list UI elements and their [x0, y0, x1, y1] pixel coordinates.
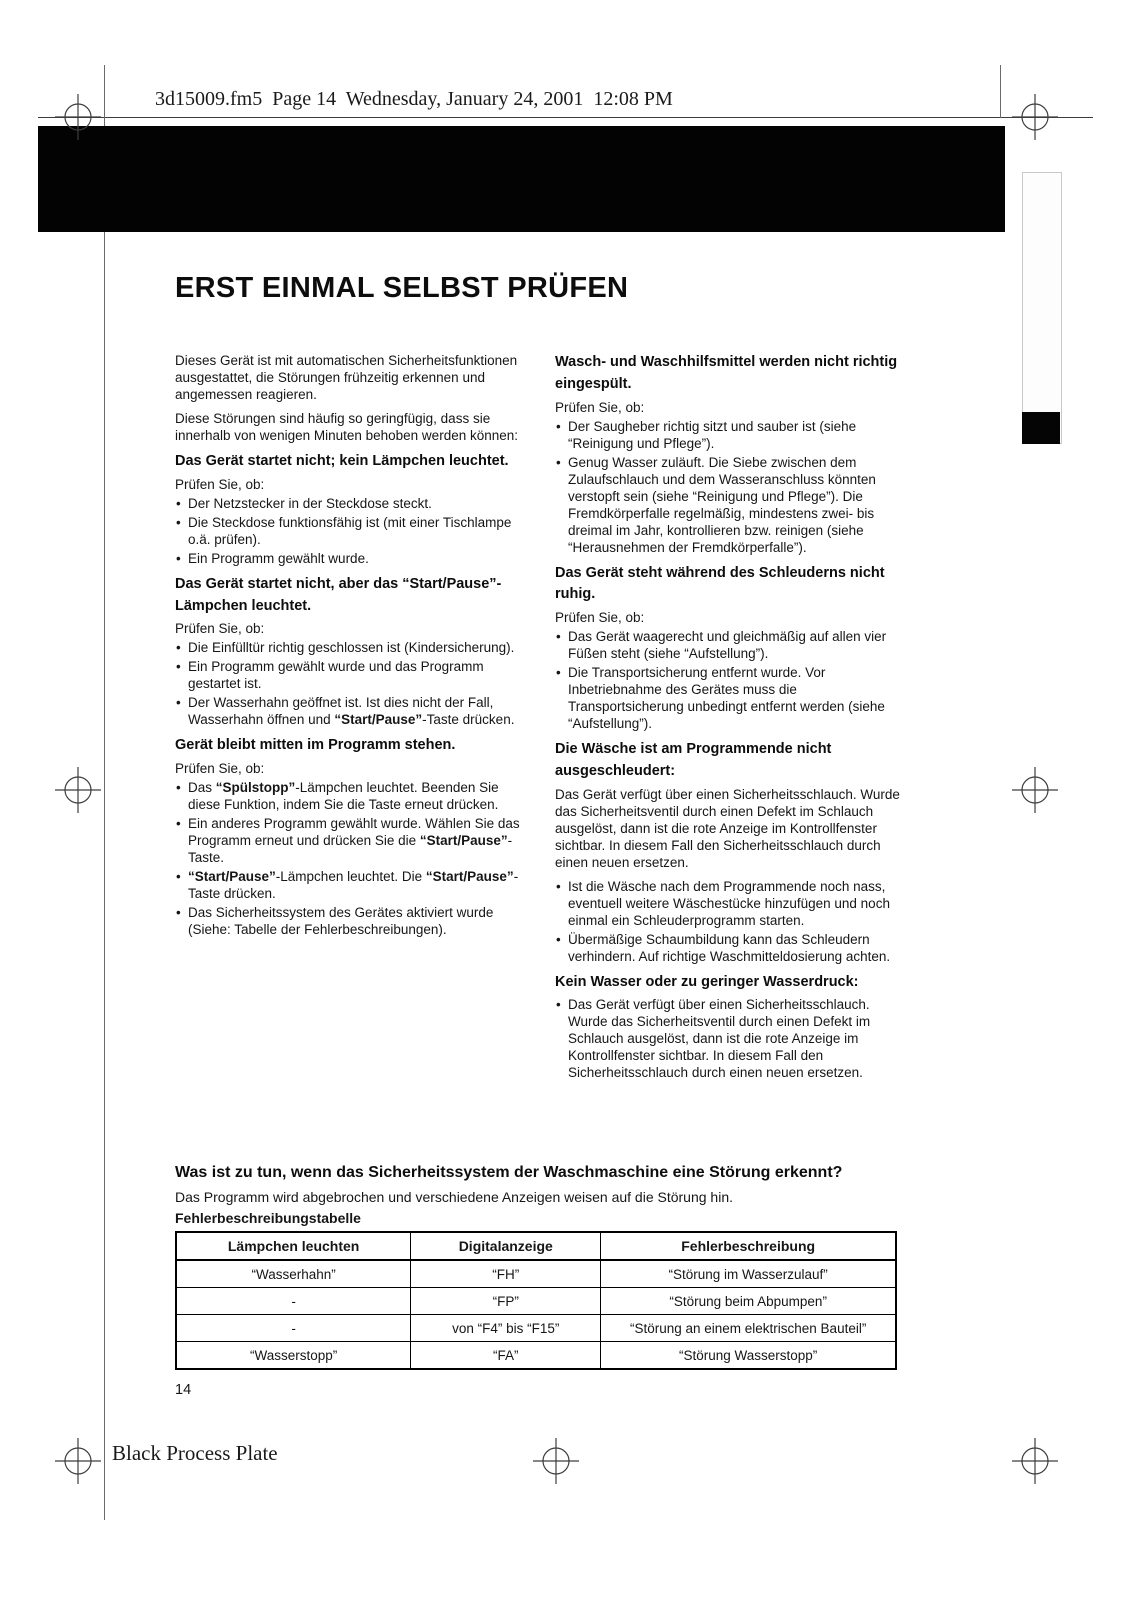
- section-heading: Das Gerät startet nicht; kein Lämpchen leuchtet.: [175, 453, 509, 469]
- right-margin-line: [1000, 65, 1001, 118]
- section-heading: Die Wäsche ist am Programmende nicht ausgeschleudert:: [555, 741, 832, 779]
- bullet-item: • Der Netzstecker in der Steckdose steckt.: [175, 495, 520, 512]
- section-paragraph: Das Gerät verfügt über einen Sicherheitsschlauch. Wurde das Sicherheitsventil durch einen Defekt im Schlauch ausgelöst, dann ist die rote Anzeige im Kontrollfenster sichtbar. In diesem Fall den Sicherheitsschlauch durch einen neuen ersetzen.: [555, 786, 900, 870]
- bullet-list: [555, 878, 907, 965]
- error-system-heading: Was ist zu tun, wenn das Sicherheitssystem der Waschmaschine eine Störung erkennt?: [175, 1164, 843, 1181]
- column-header: Lämpchen leuchten: [176, 1232, 411, 1260]
- plate-label: Black Process Plate: [112, 1441, 278, 1465]
- section-heading: Das Gerät steht während des Schleuderns nicht ruhig.: [555, 564, 885, 603]
- error-system-block: [175, 1164, 897, 1370]
- lead-text: Prüfen Sie, ob:: [555, 610, 645, 625]
- table-row: [176, 1315, 896, 1342]
- table-cell: “FA”: [411, 1342, 601, 1370]
- bullet-list: [175, 639, 520, 728]
- intro-paragraph: Dieses Gerät ist mit automatischen Sicherheitsfunktionen ausgestattet, die Störungen frühzeitig erkennen und angemessen reagieren.: [175, 353, 518, 402]
- bullet-item: • Ist die Wäsche nach dem Programmende noch nass, eventuell weitere Wäschestücke hinzufügen und noch einmal ein Schleuderprogramm starten.: [555, 878, 907, 929]
- table-cell: “Störung Wasserstopp”: [601, 1342, 896, 1370]
- error-description-table: [175, 1231, 897, 1370]
- bullet-item: • Das Sicherheitssystem des Gerätes aktiviert wurde (Siehe: Tabelle der Fehlerbeschreibungen).: [175, 904, 520, 938]
- bullet-item: • Ein anderes Programm gewählt wurde. Wählen Sie das Programm erneut und drücken Sie die “Start/Pause”-Taste.: [175, 815, 520, 866]
- section-no-water: [555, 972, 907, 1082]
- table-cell: “FP”: [411, 1288, 601, 1315]
- section-heading: Das Gerät startet nicht, aber das “Start/Pause”-Lämpchen leuchtet.: [175, 575, 502, 614]
- lead-text: Prüfen Sie, ob:: [175, 761, 265, 776]
- bullet-list: [555, 418, 907, 556]
- section-unsteady-spin: [555, 563, 907, 733]
- section-not-spun-dry: [555, 739, 907, 965]
- registration-mark-icon: [1012, 1438, 1058, 1484]
- top-banner: [38, 126, 1005, 232]
- bullet-list: [555, 996, 907, 1081]
- section-heading: Gerät bleibt mitten im Programm stehen.: [175, 737, 456, 754]
- table-row: [176, 1260, 896, 1288]
- section-detergent-not-flushed: [555, 352, 907, 556]
- column-header: Fehlerbeschreibung: [601, 1232, 896, 1260]
- table-cell: “Störung im Wasserzulauf”: [601, 1260, 896, 1288]
- bullet-item: • Der Saugheber richtig sitzt und sauber ist (siehe “Reinigung und Pflege”).: [555, 418, 907, 452]
- section-heading: Wasch- und Waschhilfsmittel werden nicht richtig eingespült.: [555, 354, 898, 392]
- bullet-item: • Genug Wasser zuläuft. Die Siebe zwischen dem Zulaufschlauch und dem Wasseranschluss könnten verstopft sein (siehe “Reinigung und Pflege”). Die Fremdkörperfalle regelmäßig, mindestens zwei- bis dreimal im Jahr, kontrollieren bzw. reinigen (siehe “Herausnehmen der Fremdkörperfalle”).: [555, 454, 907, 556]
- lead-text: Prüfen Sie, ob:: [555, 399, 645, 415]
- lead-text: Prüfen Sie, ob:: [175, 621, 265, 637]
- bullet-item: • Das “Spülstopp”-Lämpchen leuchtet. Beenden Sie diese Funktion, indem Sie die Taste erneut drücken.: [175, 779, 520, 813]
- bullet-item: • “Start/Pause”-Lämpchen leuchtet. Die “Start/Pause”-Taste drücken.: [175, 868, 520, 902]
- bullet-list: [175, 779, 520, 938]
- registration-mark-icon: [533, 1438, 579, 1484]
- bullet-item: • Die Transportsicherung entfernt wurde. Vor Inbetriebnahme des Gerätes muss die Transportsicherung unbedingt entfernt werden (siehe “Aufstellung”).: [555, 664, 907, 732]
- table-row: [176, 1288, 896, 1315]
- bullet-item: • Die Einfülltür richtig geschlossen ist (Kindersicherung).: [175, 639, 520, 656]
- bullet-list: [175, 495, 520, 567]
- lead-text: Prüfen Sie, ob:: [175, 476, 265, 492]
- bullet-item: • Die Steckdose funktionsfähig ist (mit einer Tischlampe o.ä. prüfen).: [175, 514, 520, 548]
- registration-mark-icon: [55, 767, 101, 813]
- table-header-row: [176, 1232, 896, 1260]
- table-cell: -: [176, 1315, 411, 1342]
- print-header: 3d15009.fm5 Page 14 Wednesday, January 24, 2001 12:08 PM: [155, 88, 673, 110]
- side-tab-marker: [1022, 412, 1060, 444]
- header-rule: [38, 117, 1093, 118]
- side-index-tab: [1022, 172, 1062, 444]
- section-no-start-no-lamp: [175, 451, 520, 567]
- table-cell: -: [176, 1288, 411, 1315]
- page-number: 14: [175, 1382, 192, 1398]
- table-cell: “Wasserstopp”: [176, 1342, 411, 1370]
- error-table-label: Fehlerbeschreibungstabelle: [175, 1210, 361, 1226]
- left-margin-line: [104, 65, 105, 1520]
- table-cell: “Störung beim Abpumpen”: [601, 1288, 896, 1315]
- bullet-item: • Das Gerät waagerecht und gleichmäßig auf allen vier Füßen steht (siehe “Aufstellung”).: [555, 628, 907, 662]
- intro-paragraph: Diese Störungen sind häufig so geringfügig, dass sie innerhalb von wenigen Minuten behoben werden können:: [175, 411, 519, 443]
- section-no-start-lamp-on: [175, 574, 520, 729]
- table-cell: “Störung an einem elektrischen Bauteil”: [601, 1315, 896, 1342]
- error-system-text: Das Programm wird abgebrochen und verschiedene Anzeigen weisen auf die Störung hin.: [175, 1189, 734, 1205]
- bullet-item: • Der Wasserhahn geöffnet ist. Ist dies nicht der Fall, Wasserhahn öffnen und “Start/Pause”-Taste drücken.: [175, 694, 520, 728]
- table-cell: von “F4” bis “F15”: [411, 1315, 601, 1342]
- left-column: [175, 352, 520, 941]
- registration-mark-icon: [55, 1438, 101, 1484]
- table-cell: “FH”: [411, 1260, 601, 1288]
- table-cell: “Wasserhahn”: [176, 1260, 411, 1288]
- section-heading: Kein Wasser oder zu geringer Wasserdruck:: [555, 973, 859, 990]
- section-stops-mid-program: [175, 735, 520, 938]
- column-header: Digitalanzeige: [411, 1232, 601, 1260]
- registration-mark-icon: [55, 94, 101, 140]
- page-title: ERST EINMAL SELBST PRÜFEN: [175, 272, 629, 304]
- registration-mark-icon: [1012, 767, 1058, 813]
- bullet-list: [555, 628, 907, 732]
- registration-mark-icon: [1012, 94, 1058, 140]
- bullet-item: • Übermäßige Schaumbildung kann das Schleudern verhindern. Auf richtige Waschmitteldosierung achten.: [555, 931, 907, 965]
- table-row: [176, 1342, 896, 1370]
- bullet-item: • Ein Programm gewählt wurde und das Programm gestartet ist.: [175, 658, 520, 692]
- bullet-item: • Das Gerät verfügt über einen Sicherheitsschlauch. Wurde das Sicherheitsventil durch einen Defekt im Schlauch ausgelöst, dann ist die rote Anzeige im Kontrollfenster sichtbar. In diesem Fall den Sicherheitsschlauch durch einen neuen ersetzen.: [555, 996, 907, 1081]
- right-column: [555, 352, 907, 1084]
- bullet-item: • Ein Programm gewählt wurde.: [175, 550, 520, 567]
